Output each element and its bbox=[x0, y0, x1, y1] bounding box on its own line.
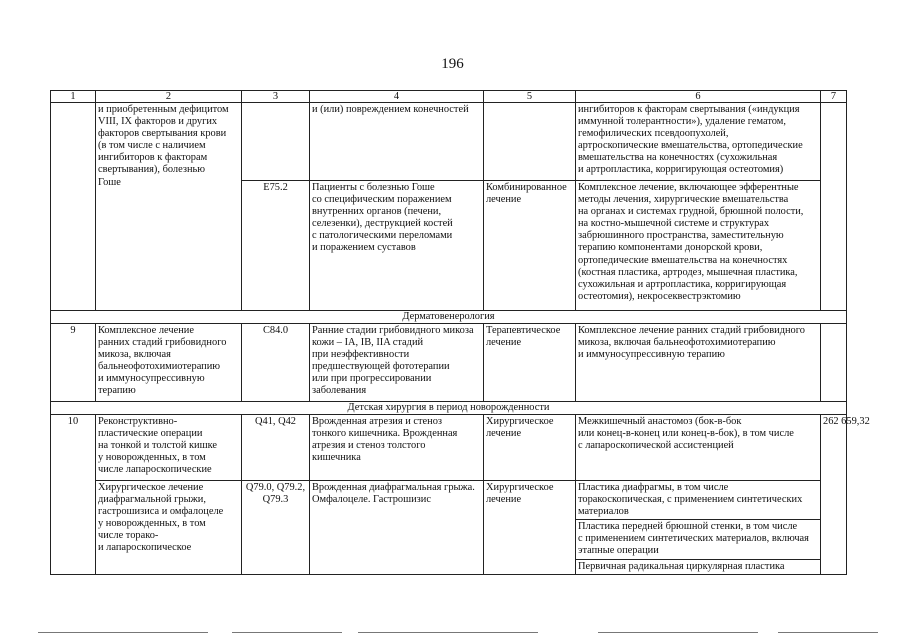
text-line: микоза, включая bbox=[98, 349, 171, 361]
text-line: микоза, включая бальнеофотохимиотерапию bbox=[578, 337, 776, 349]
text-line: иммунной толерантности»), удаление гематом, bbox=[578, 116, 786, 128]
text-line: забрюшинного пространства, заместительную bbox=[578, 230, 784, 242]
text-line: лечение bbox=[486, 494, 522, 506]
page-bottom-rule bbox=[358, 632, 538, 633]
text-line: и артропластика, корригирующая остеотомия) bbox=[578, 164, 784, 176]
text-line: VIII, IX факторов и других bbox=[98, 116, 218, 128]
text-line: числе лапароскопические bbox=[98, 464, 212, 476]
text-line: этапные операции bbox=[578, 545, 659, 557]
cell-method bbox=[96, 103, 242, 311]
text-line: (в том числе с наличием bbox=[98, 140, 206, 152]
text-line: на тонкой и толстой кишке bbox=[98, 440, 217, 452]
text-line: Хирургическое bbox=[486, 482, 554, 493]
text-line: Комплексное лечение, включающее эфферентные bbox=[578, 182, 799, 193]
text-line: методы лечения, хирургические вмешательства bbox=[578, 194, 789, 206]
text-line: лечение bbox=[486, 428, 522, 440]
text-line: и лапароскопическое bbox=[98, 542, 192, 554]
text-line: или при прогрессировании bbox=[312, 373, 432, 385]
text-line: Первичная радикальная циркулярная пластика bbox=[578, 560, 785, 572]
cell-cost: 262 659,32 bbox=[821, 415, 847, 575]
cell-treatment-type bbox=[484, 481, 576, 575]
text-line: ингибиторов к факторам bbox=[98, 152, 208, 164]
cell-icd-code: Q41, Q42 bbox=[242, 415, 310, 481]
page-bottom-rule bbox=[598, 632, 758, 633]
text-line: остеотомия), некросеквестрэктомию bbox=[578, 290, 741, 302]
cell-method bbox=[96, 324, 242, 402]
text-line: Хирургическое bbox=[486, 416, 554, 427]
cell-treatment-type bbox=[484, 324, 576, 402]
cell-number: 9 bbox=[51, 324, 96, 402]
text-line: лечение bbox=[486, 194, 522, 206]
text-line: терапию bbox=[98, 385, 136, 397]
text-line: торакоскопическая, с применением синтетических bbox=[578, 494, 803, 506]
section-title-neonatal-surgery: Детская хирургия в период новорожденности bbox=[51, 402, 847, 415]
table-row bbox=[51, 481, 847, 520]
cell-number bbox=[51, 103, 96, 311]
cell-icd-code: E75.2 bbox=[242, 181, 310, 311]
column-header-2: 2 bbox=[96, 91, 242, 103]
text-line: селезенки), деструкцией костей bbox=[312, 218, 453, 230]
cell-patient-model bbox=[310, 324, 484, 402]
cell-treatment-method bbox=[576, 103, 821, 181]
cell-number: 10 bbox=[51, 415, 96, 575]
text-line: ингибиторов к факторам свертывания («индукция bbox=[578, 104, 800, 115]
table-row bbox=[51, 103, 847, 181]
text-line: и поражением суставов bbox=[312, 242, 416, 254]
cell-treatment-method bbox=[576, 481, 821, 520]
column-header-5: 5 bbox=[484, 91, 576, 103]
text-line: на органах и системах грудной, брюшной полости, bbox=[578, 206, 804, 218]
cell-cost bbox=[821, 324, 847, 402]
text-line: Q79.0, Q79.2, bbox=[245, 482, 306, 493]
text-line: Пациенты с болезнью Гоше bbox=[312, 182, 435, 193]
text-line: Омфалоцеле. Гастрошизис bbox=[312, 494, 431, 506]
text-line: Врожденная атрезия и стеноз bbox=[312, 416, 443, 427]
cell-treatment-type bbox=[484, 415, 576, 481]
section-title-dermatovenereology: Дерматовенерология bbox=[51, 311, 847, 324]
text-line: атрезия и стеноз толстого bbox=[312, 440, 426, 452]
text-line: тонкого кишечника. Врожденная bbox=[312, 428, 458, 440]
column-header-3: 3 bbox=[242, 91, 310, 103]
text-line: предшествующей фототерапии bbox=[312, 361, 450, 373]
text-line: гемофилических псевдоопухолей, bbox=[578, 128, 729, 140]
page-bottom-rule bbox=[38, 632, 208, 633]
cell-patient-model bbox=[310, 481, 484, 575]
text-line: свертывания), болезнью bbox=[98, 164, 206, 176]
text-line: у новорожденных, в том bbox=[98, 518, 206, 530]
text-line: Врожденная диафрагмальная грыжа. bbox=[312, 482, 475, 493]
text-line: терапию компонентами донорской крови, bbox=[578, 242, 763, 254]
page-bottom-rule bbox=[232, 632, 342, 633]
text-line: Гоше bbox=[98, 176, 121, 188]
text-line: факторов свертывания крови bbox=[98, 128, 227, 140]
text-line: внутренних органов (печени, bbox=[312, 206, 442, 218]
text-line: Реконструктивно- bbox=[98, 416, 178, 427]
section-row bbox=[51, 311, 847, 324]
cell-cost bbox=[821, 103, 847, 311]
text-line: ранних стадий грибовидного bbox=[98, 337, 227, 349]
cell-patient-model bbox=[310, 103, 484, 181]
text-line: и иммуносупрессивную bbox=[98, 373, 205, 385]
procedures-table bbox=[50, 90, 870, 575]
column-header-6: 6 bbox=[576, 91, 821, 103]
text-line: кожи – IA, IB, IIA стадий bbox=[312, 337, 424, 349]
column-header-7: 7 bbox=[821, 91, 847, 103]
cell-treatment-type bbox=[484, 181, 576, 311]
cell-treatment-type bbox=[484, 103, 576, 181]
cell-treatment-method bbox=[576, 559, 821, 574]
text-line: у новорожденных, в том bbox=[98, 452, 206, 464]
text-line: на костно-мышечной системе и структурах bbox=[578, 218, 770, 230]
cell-treatment-method bbox=[576, 415, 821, 481]
cell-treatment-method bbox=[576, 324, 821, 402]
text-line: и приобретенным дефицитом bbox=[98, 104, 229, 115]
text-line: заболевания bbox=[312, 385, 367, 397]
text-line: материалов bbox=[578, 506, 629, 518]
text-line: или конец-в-конец или конец-в-бок), в том числе bbox=[578, 428, 794, 440]
text-line: вмешательства на конечностях (сухожильная bbox=[578, 152, 778, 164]
text-line: сухожильная и артропластика, корригирующая bbox=[578, 278, 787, 290]
page-bottom-rule bbox=[778, 632, 878, 633]
cell-treatment-method bbox=[576, 520, 821, 559]
cell-icd-code bbox=[242, 481, 310, 575]
table-row bbox=[51, 415, 847, 481]
text-line: со специфическим поражением bbox=[312, 194, 452, 206]
table-row bbox=[51, 324, 847, 402]
column-header-4: 4 bbox=[310, 91, 484, 103]
text-line: Ранние стадии грибовидного микоза bbox=[312, 325, 474, 336]
cell-method bbox=[96, 481, 242, 575]
text-line: Q79.3 bbox=[262, 494, 289, 506]
text-line: пластические операции bbox=[98, 428, 203, 440]
column-header-row bbox=[51, 91, 847, 103]
text-line: Пластика диафрагмы, в том числе bbox=[578, 482, 729, 493]
text-line: лечение bbox=[486, 337, 522, 349]
text-line: ортопедические вмешательства на конечностях bbox=[578, 254, 788, 266]
text-line: и (или) повреждением конечностей bbox=[312, 104, 469, 115]
text-line: бальнеофотохимиотерапию bbox=[98, 361, 221, 373]
text-line: с лапароскопической ассистенцией bbox=[578, 440, 734, 452]
text-line: Межкишечный анастомоз (бок-в-бок bbox=[578, 416, 742, 427]
text-line: диафрагмальной грыжи, bbox=[98, 494, 206, 506]
text-line: с патологическими переломами bbox=[312, 230, 453, 242]
text-line: с применением синтетических материалов, включая bbox=[578, 533, 809, 545]
text-line: (костная пластика, артродез, мышечная пластика, bbox=[578, 266, 798, 278]
section-row bbox=[51, 402, 847, 415]
text-line: Комплексное лечение bbox=[98, 325, 194, 336]
cell-method bbox=[96, 415, 242, 481]
cell-icd-code bbox=[242, 103, 310, 181]
text-line: при неэффективности bbox=[312, 349, 410, 361]
text-line: Хирургическое лечение bbox=[98, 482, 204, 493]
page-number: 196 bbox=[441, 56, 464, 72]
text-line: Терапевтическое bbox=[486, 325, 561, 336]
column-header-1: 1 bbox=[51, 91, 96, 103]
text-line: числе торако- bbox=[98, 530, 159, 542]
cell-patient-model bbox=[310, 181, 484, 311]
cell-icd-code: C84.0 bbox=[242, 324, 310, 402]
text-line: Комплексное лечение ранних стадий грибовидного bbox=[578, 325, 805, 336]
text-line: гастрошизиса и омфалоцеле bbox=[98, 506, 224, 518]
text-line: артроскопические вмешательства, ортопедические bbox=[578, 140, 803, 152]
text-line: и иммуносупрессивную терапию bbox=[578, 349, 725, 361]
text-line: Пластика передней брюшной стенки, в том числе bbox=[578, 521, 798, 533]
text-line: кишечника bbox=[312, 452, 361, 464]
cell-patient-model bbox=[310, 415, 484, 481]
text-line: Комбинированное bbox=[486, 182, 567, 193]
cell-treatment-method bbox=[576, 181, 821, 311]
